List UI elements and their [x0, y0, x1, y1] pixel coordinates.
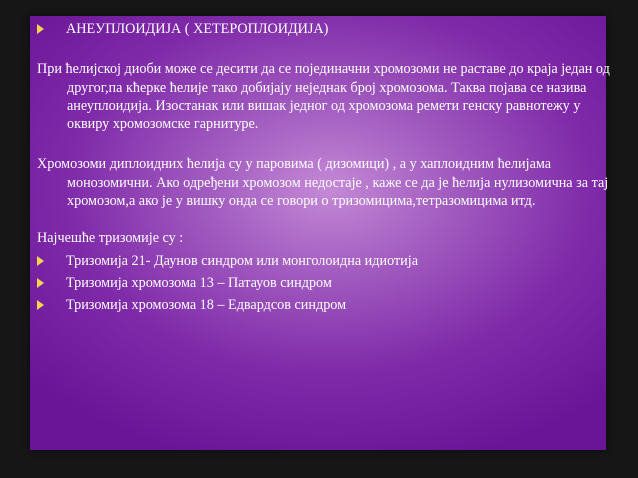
slide-content [37, 20, 610, 315]
list-item-text: Тризомија 21- Даунов синдром или монголоидна идиотија [66, 252, 419, 269]
paragraph-chromosomes: Хромозоми диплоидних ћелија су у паровима ( дизомици) , а у хаплоидним ћелијама монозомични. Ако одређени хромозом недостаје , каже се да је ћелија нулизомична за тај хромозом,а ако је у вишку онда се говори о тризомицима,тетразомицима итд. [37, 156, 609, 210]
list-item [37, 252, 607, 270]
list-item [37, 296, 607, 314]
slide-heading: АНЕУПЛОИДИЈА ( ХЕТЕРОПЛОИДИЈА) [66, 21, 329, 37]
arrow-bullet-icon [37, 300, 44, 310]
heading-line [37, 20, 607, 38]
list-intro: Најчешће тризомије су : [37, 230, 184, 247]
arrow-bullet-icon [37, 256, 44, 266]
list-item-text: Тризомија хромозома 18 – Едвардсов синдром [66, 297, 347, 314]
arrow-bullet-icon [37, 24, 44, 34]
list-item [37, 274, 607, 292]
paragraph-aneuploidy: При ћелијској диоби може се десити да се појединачни хромозоми не раставе до краја један од другог,па кћерке ћелије тако добијају неједнак број хромозома. Таква појава се назива анеуплоидија. Изостанак или вишак једног од хромозома ремети генску равнотежу у оквиру хромозомске гарнитуре. [37, 61, 610, 133]
list-item-text: Тризомија хромозома 13 – Патауов синдром [66, 274, 332, 291]
arrow-bullet-icon [37, 278, 44, 288]
